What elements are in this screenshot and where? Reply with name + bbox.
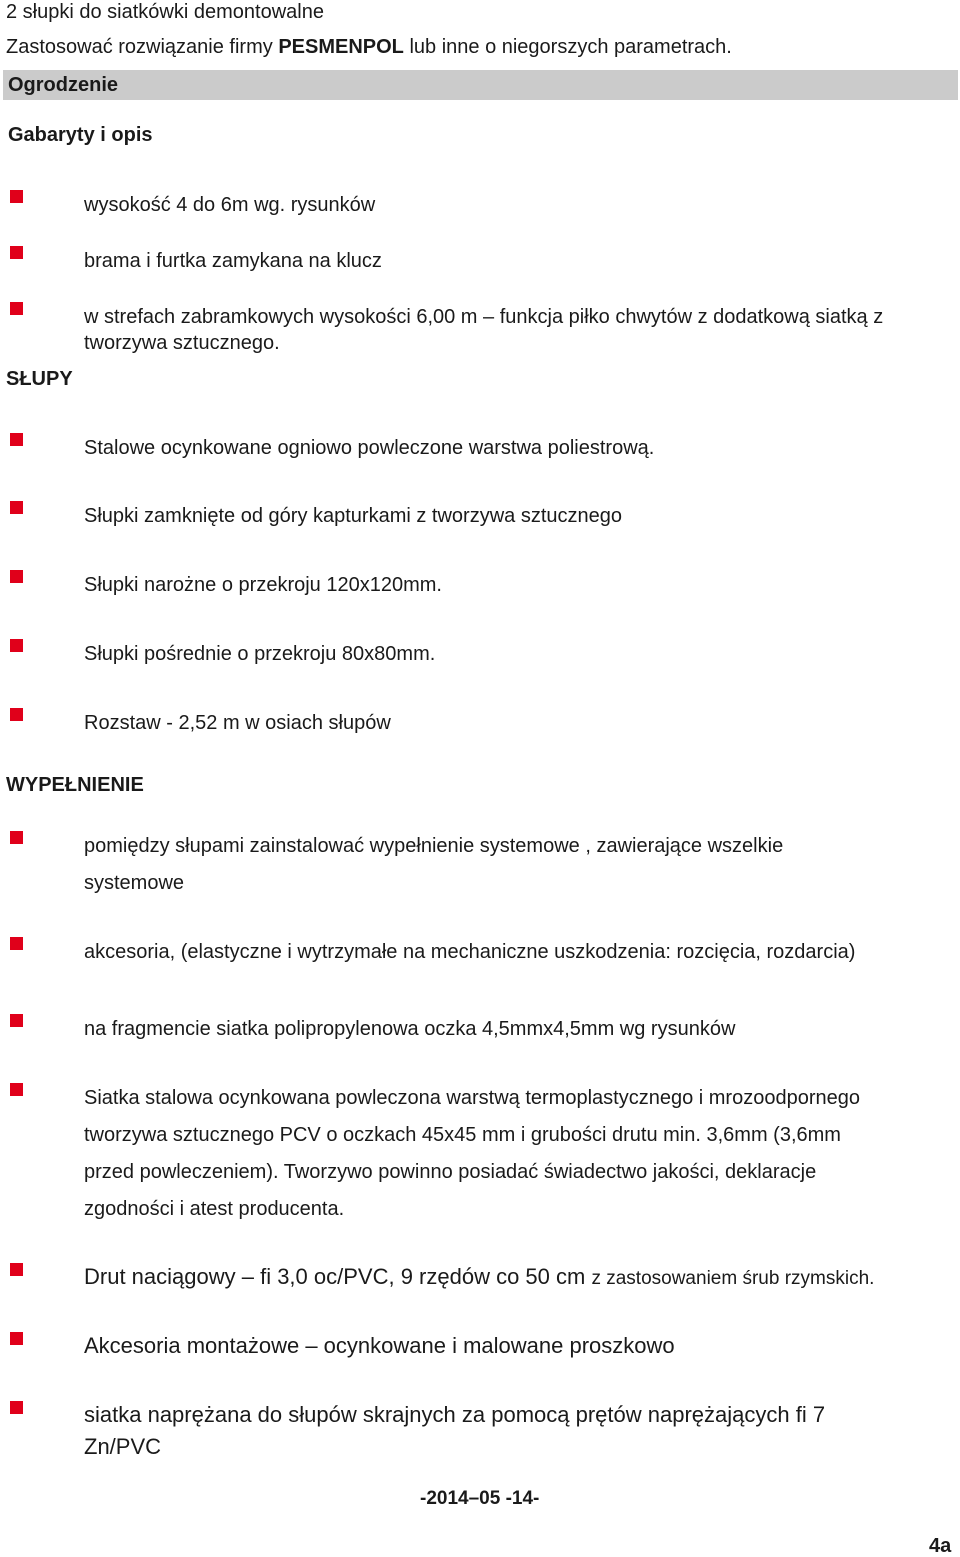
wypelnienie-item-4-cont-3: zgodności i atest producenta.: [84, 1198, 345, 1220]
wypelnienie-item-2: akcesoria, (elastyczne i wytrzymałe na mechaniczne uszkodzenia: rozcięcia, rozdarcia): [84, 941, 856, 963]
gabaryty-item-3: w strefach zabramkowych wysokości 6,00 m – funkcja piłko chwytów z dodatkową siatką z: [84, 306, 884, 328]
wypelnienie-heading: WYPEŁNIENIE: [6, 774, 144, 796]
wypelnienie-item-6: Akcesoria montażowe – ocynkowane i malowane proszkowo: [84, 1333, 675, 1358]
wypelnienie-item-7: siatka naprężana do słupów skrajnych za pomocą prętów naprężających fi 7: [84, 1402, 826, 1427]
drut-tail: z zastosowaniem śrub rzymskich.: [591, 1268, 875, 1289]
slupy-item-3: Słupki narożne o przekroju 120x120mm.: [84, 574, 442, 596]
section-title: Ogrodzenie: [8, 74, 119, 96]
bullet-icon: [10, 1263, 23, 1276]
slupy-item-5: Rozstaw - 2,52 m w osiach słupów: [84, 712, 391, 734]
footer-date: -2014–05 -14-: [420, 1488, 540, 1509]
bullet-icon: [10, 937, 23, 950]
wypelnienie-item-5: [84, 1263, 874, 1293]
slupy-item-4: Słupki pośrednie o przekroju 80x80mm.: [84, 643, 436, 665]
page-number: 4a: [929, 1535, 952, 1557]
bullet-icon: [10, 1014, 23, 1027]
wypelnienie-item-3: na fragmencie siatka polipropylenowa oczka 4,5mmx4,5mm wg rysunków: [84, 1018, 736, 1040]
bullet-icon: [10, 302, 23, 315]
slupy-item-2: Słupki zamknięte od góry kapturkami z tworzywa sztucznego: [84, 505, 623, 527]
bullet-icon: [10, 190, 23, 203]
gabaryty-heading: Gabaryty i opis: [8, 124, 153, 146]
bullet-icon: [10, 501, 23, 514]
bullet-icon: [10, 708, 23, 721]
wypelnienie-item-7-cont: Zn/PVC: [84, 1434, 162, 1459]
bullet-icon: [10, 433, 23, 446]
gabaryty-item-2: brama i furtka zamykana na klucz: [84, 250, 382, 272]
drut-main: Drut naciągowy – fi 3,0 oc/PVC, 9 rzędów co 50 cm: [84, 1264, 592, 1289]
bullet-icon: [10, 1332, 23, 1345]
slupy-item-1: Stalowe ocynkowane ogniowo powleczone warstwa poliestrową.: [84, 437, 655, 459]
intro-line-2: [6, 35, 732, 59]
gabaryty-item-3-cont: tworzywa sztucznego.: [84, 332, 280, 354]
bullet-icon: [10, 1401, 23, 1414]
slupy-heading: SŁUPY: [6, 368, 73, 390]
wypelnienie-item-1-cont: systemowe: [84, 872, 185, 894]
bullet-icon: [10, 246, 23, 259]
gabaryty-item-1: wysokość 4 do 6m wg. rysunków: [84, 194, 376, 216]
wypelnienie-item-4-cont-1: tworzywa sztucznego PCV o oczkach 45x45 mm i grubości drutu min. 3,6mm (3,6mm: [84, 1124, 841, 1146]
bullet-icon: [10, 639, 23, 652]
intro-line-2-suffix: lub inne o niegorszych parametrach.: [403, 36, 732, 58]
section-header-bar: [3, 70, 958, 100]
bullet-icon: [10, 570, 23, 583]
wypelnienie-item-4-cont-2: przed powleczeniem). Tworzywo powinno posiadać świadectwo jakości, deklaracje: [84, 1161, 817, 1183]
bullet-icon: [10, 1083, 23, 1096]
brand-name: PESMENPOL: [278, 36, 404, 58]
intro-line-1: 2 słupki do siatkówki demontowalne: [6, 1, 324, 23]
bullet-icon: [10, 831, 23, 844]
wypelnienie-item-4: Siatka stalowa ocynkowana powleczona warstwą termoplastycznego i mrozoodpornego: [84, 1087, 860, 1109]
intro-line-2-prefix: Zastosować rozwiązanie firmy: [6, 36, 279, 58]
wypelnienie-item-1: pomiędzy słupami zainstalować wypełnienie systemowe , zawierające wszelkie: [84, 835, 784, 857]
